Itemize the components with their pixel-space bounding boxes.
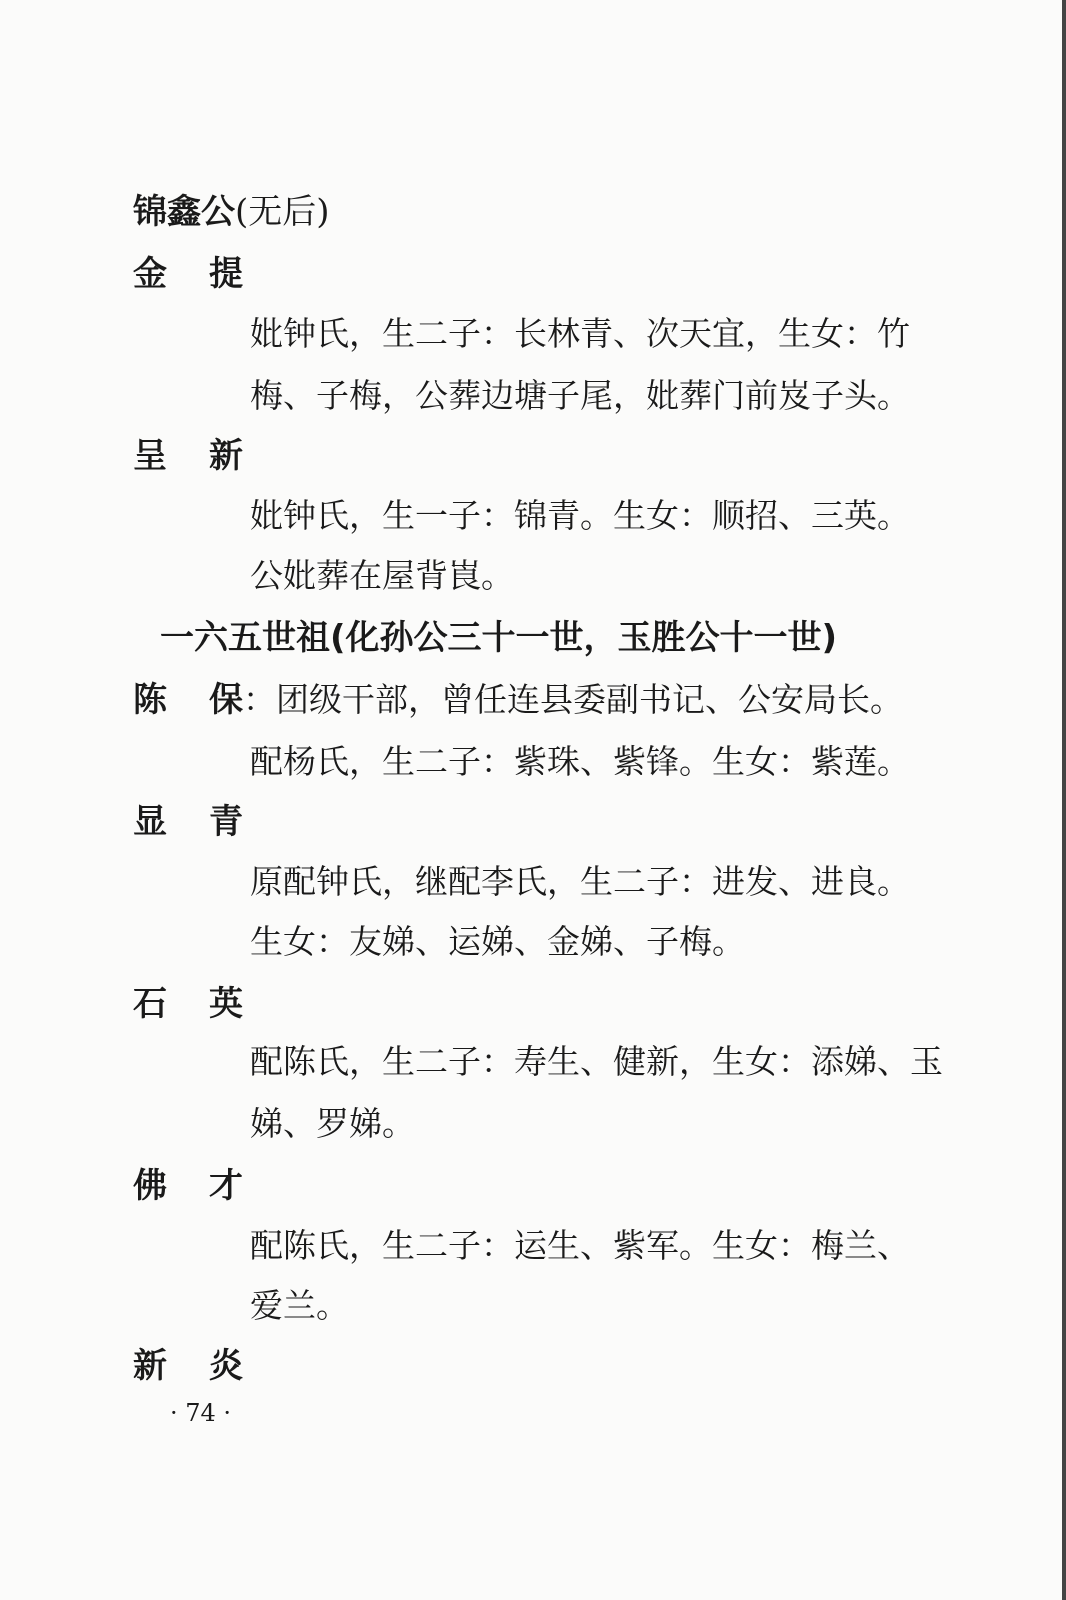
entry-name-char: 呈 (133, 436, 167, 476)
entry-text-line: 生女：友娣、运娣、金娣、子梅。 (250, 922, 745, 961)
entry-name-char: 石 (133, 984, 167, 1024)
heading-note: (无后) (235, 192, 330, 232)
entry-name-char: 才 (209, 1166, 243, 1206)
entry-name (133, 802, 243, 842)
generation-title: 一六五世祖(化孙公三十一世，玉胜公十一世) (160, 618, 838, 658)
entry-text-line: 妣钟氏，生二子：长林青、次天宜，生女：竹 (250, 314, 910, 353)
entry-text-line: 原配钟氏，继配李氏，生二子：进发、进良。 (250, 862, 910, 901)
entry-text-line: 配陈氏，生二子：寿生、健新，生女：添娣、玉 (250, 1042, 943, 1081)
entry-name (133, 436, 243, 476)
entry-text-line: 爱兰。 (250, 1286, 349, 1325)
scan-edge-shadow (1062, 0, 1066, 1600)
entry-name (133, 1166, 243, 1206)
entry-name-char: 佛 (133, 1166, 167, 1206)
entry-text-line: 配陈氏，生二子：运生、紫军。生女：梅兰、 (250, 1226, 910, 1265)
entry-name (133, 1346, 243, 1386)
entry-name-char: 英 (209, 984, 243, 1024)
entry-name-char: 提 (209, 254, 243, 294)
entry-name-char: 新 (133, 1346, 167, 1386)
entry-text-line: 公妣葬在屋背崀。 (250, 556, 514, 595)
entry-name (133, 984, 243, 1024)
entry-name-char: 陈 (133, 680, 167, 720)
heading-name: 锦鑫公 (133, 192, 235, 232)
entry-text-line: 娣、罗娣。 (250, 1104, 415, 1143)
entry-name-char: 新 (209, 436, 243, 476)
entry-text-line: 梅、子梅，公葬边塘子尾，妣葬门前岌子头。 (250, 376, 910, 415)
page-number: · 74 · (170, 1399, 232, 1427)
entry-text-line: 配杨氏，生二子：紫珠、紫锋。生女：紫莲。 (250, 742, 910, 781)
entry-name-char: 青 (209, 802, 243, 842)
entry-inline-text: ：团级干部，曾任连县委副书记、公安局长。 (243, 680, 903, 719)
section-heading (133, 192, 330, 232)
entry-name-char: 显 (133, 802, 167, 842)
entry-name (133, 680, 903, 720)
entry-name (133, 254, 243, 294)
entry-text-line: 妣钟氏，生一子：锦青。生女：顺招、三英。 (250, 496, 910, 535)
entry-name-char: 炎 (209, 1346, 243, 1386)
entry-name-char: 金 (133, 254, 167, 294)
entry-name-char: 保 (209, 680, 243, 720)
